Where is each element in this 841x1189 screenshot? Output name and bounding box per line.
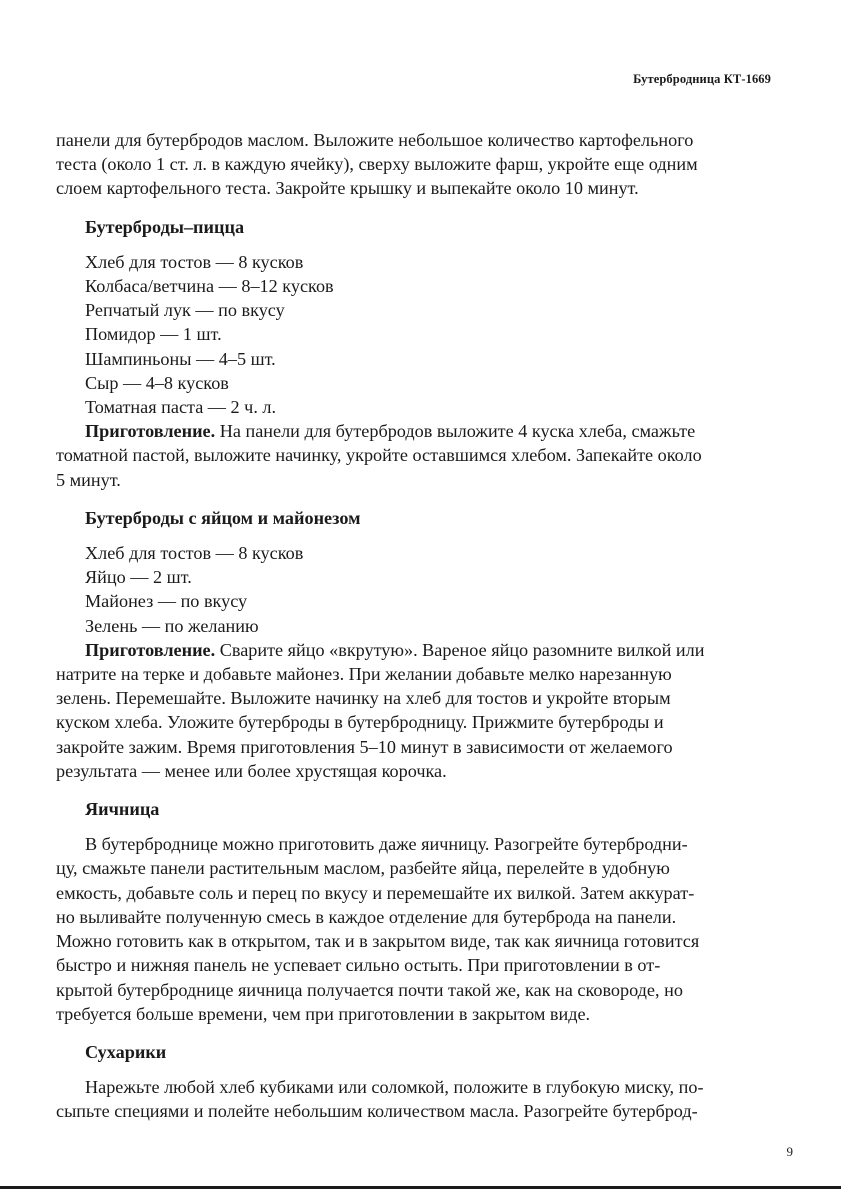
text-line bbox=[56, 638, 770, 662]
text-line: цу, смажьте панели растительным маслом, разбейте яйца, перелейте в удобную bbox=[56, 858, 670, 879]
text-line: панели для бутербродов маслом. Выложите небольшое количество картофельного bbox=[56, 130, 694, 150]
text-line: зелень. Перемешайте. Выложите начинку на хлеб для тостов и укройте вторым bbox=[56, 688, 671, 709]
preparation-label: Приготовление. bbox=[85, 639, 216, 660]
intro-paragraph bbox=[56, 128, 770, 201]
section-heading-pizza: Бутерброды–пицца bbox=[85, 216, 245, 237]
preparation-paragraph-egg bbox=[56, 638, 770, 783]
page-number: 9 bbox=[786, 1144, 793, 1159]
section-heading-omelet: Яичница bbox=[85, 799, 160, 820]
ingredient-item: Хлеб для тостов — 8 кусков bbox=[85, 543, 304, 564]
text-line: крытой бутерброднице яичница получается почти такой же, как на сковороде, но bbox=[56, 979, 683, 1000]
preparation-label: Приготовление. bbox=[85, 421, 216, 442]
text-line: емкость, добавьте соль и перец по вкусу и перемешайте их вилкой. Затем аккурат- bbox=[56, 882, 695, 903]
text-line: Нарежьте любой хлеб кубиками или соломкой, положите в глубокую миску, по- bbox=[85, 1077, 704, 1098]
ingredient-item: Яйцо — 2 шт. bbox=[85, 567, 192, 588]
text-line bbox=[56, 419, 770, 443]
ingredient-list-pizza bbox=[56, 250, 770, 419]
ingredient-item: Томатная паста — 2 ч. л. bbox=[85, 397, 277, 418]
page-body bbox=[56, 128, 770, 1124]
ingredient-item: Репчатый лук — по вкусу bbox=[85, 300, 285, 321]
text-line: 5 минут. bbox=[56, 469, 121, 490]
text-line: сыпьте специями и полейте небольшим количеством масла. Разогрейте бутерброд- bbox=[56, 1101, 698, 1122]
running-header: Бутербродница КТ-1669 bbox=[633, 72, 771, 86]
preparation-text: Сварите яйцо «вкрутую». Вареное яйцо разомните вилкой или bbox=[215, 639, 705, 660]
section-heading-egg: Бутерброды с яйцом и майонезом bbox=[85, 507, 361, 528]
text-line: куском хлеба. Уложите бутерброды в бутербродницу. Прижмите бутерброды и bbox=[56, 712, 664, 733]
ingredient-item: Зелень — по желанию bbox=[85, 615, 259, 636]
text-line: требуется больше времени, чем при приготовлении в закрытом виде. bbox=[56, 1003, 591, 1024]
text-line: слоем картофельного теста. Закройте крышку и выпекайте около 10 минут. bbox=[56, 178, 639, 199]
ingredient-item: Сыр — 4–8 кусков bbox=[85, 372, 229, 393]
section-heading-croutons: Сухарики bbox=[85, 1041, 167, 1062]
omelet-paragraph bbox=[56, 832, 770, 1026]
preparation-paragraph-pizza bbox=[56, 419, 770, 492]
ingredient-list-egg bbox=[56, 541, 770, 638]
ingredient-item: Хлеб для тостов — 8 кусков bbox=[85, 251, 304, 272]
text-line: закройте зажим. Время приготовления 5–10 минут в зависимости от желаемого bbox=[56, 736, 673, 757]
text-line: В бутербродницe можно приготовить даже яичницу. Разогрейте бутербродни- bbox=[85, 834, 688, 855]
text-line: результата — менее или более хрустящая корочка. bbox=[56, 760, 447, 781]
ingredient-item: Помидор — 1 шт. bbox=[85, 324, 222, 345]
text-line: быстро и нижняя панель не успевает сильно остыть. При приготовлении в от- bbox=[56, 955, 661, 976]
ingredient-item: Колбаса/ветчина — 8–12 кусков bbox=[85, 276, 334, 297]
text-line: натрите на терке и добавьте майонез. При желании добавьте мелко нарезанную bbox=[56, 664, 672, 685]
text-line: теста (около 1 ст. л. в каждую ячейку), сверху выложите фарш, укройте еще одним bbox=[56, 154, 698, 175]
text-line: Можно готовить как в открытом, так и в закрытом виде, так как яичница готовится bbox=[56, 931, 700, 952]
preparation-text: На панели для бутербродов выложите 4 куска хлеба, смажьте bbox=[215, 421, 696, 442]
ingredient-item: Шампиньоны — 4–5 шт. bbox=[85, 348, 276, 369]
text-line: но выливайте полученную смесь в каждое отделение для бутерброда на панели. bbox=[56, 906, 677, 927]
text-line: томатной пастой, выложите начинку, укройте оставшимся хлебом. Запекайте около bbox=[56, 445, 702, 466]
ingredient-item: Майонез — по вкусу bbox=[85, 591, 248, 612]
croutons-paragraph bbox=[56, 1075, 770, 1123]
